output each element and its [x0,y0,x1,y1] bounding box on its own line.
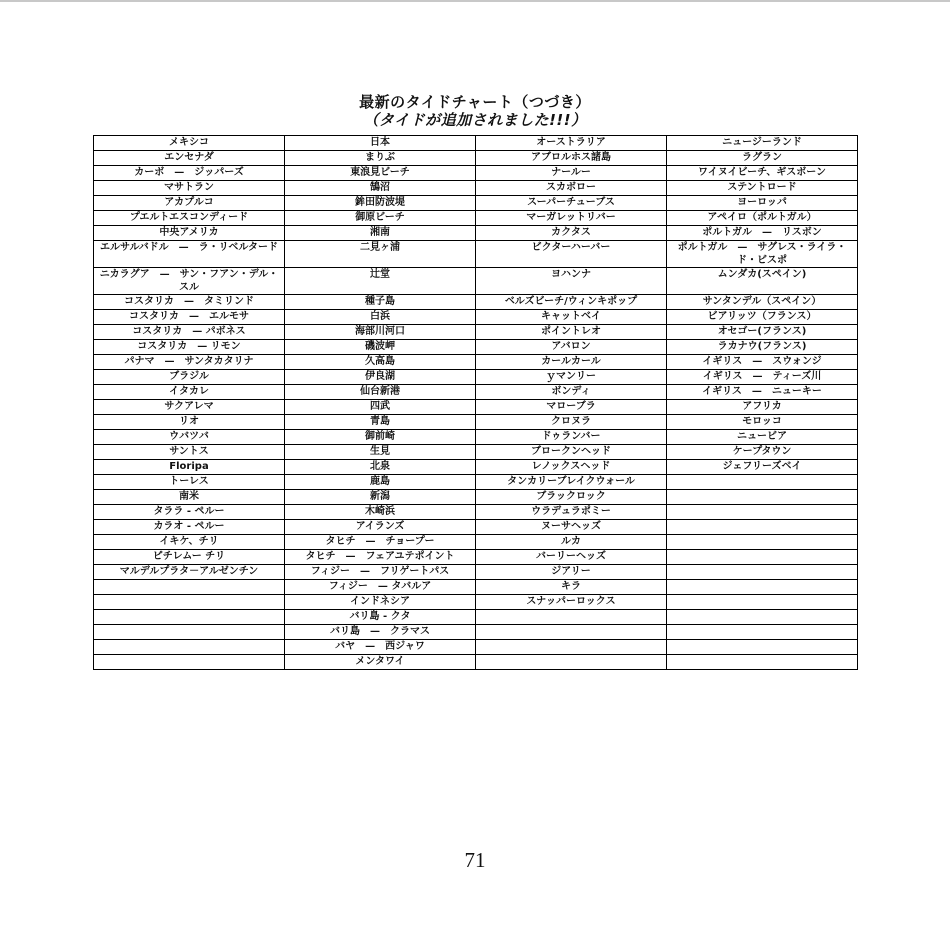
table-cell: 御原ビーチ [285,211,476,226]
table-row [94,211,858,226]
table-cell: スーパーチューブス [476,196,667,211]
column-header-new-zealand: ニュージーランド [667,136,858,151]
page-number: 71 [464,848,486,872]
table-cell: スカボロー [476,181,667,196]
table-cell [667,640,858,655]
table-cell: 東浪見ビーチ [285,166,476,181]
table-cell: ポルトガル — サグレス・ライラ・ド・ビスポ [667,241,858,268]
column-header-mexico: メキシコ [94,136,285,151]
table-header-row [94,136,858,151]
table-cell: レノックスヘッド [476,460,667,475]
table-row [94,505,858,520]
table-cell: アフリカ [667,400,858,415]
table-cell [476,640,667,655]
table-row [94,415,858,430]
table-cell: バヤ — 西ジャワ [285,640,476,655]
table-cell: マーガレットリバー [476,211,667,226]
table-cell: タンカリーブレイクウォール [476,475,667,490]
table-cell: ジェフリーズベイ [667,460,858,475]
table-cell: タヒチ — チョープー [285,535,476,550]
table-cell: ニカラグア — サン・フアン・デル・スル [94,268,285,295]
table-row [94,520,858,535]
table-cell: アバロン [476,340,667,355]
table-cell: まりぶ [285,151,476,166]
table-cell: ラグラン [667,151,858,166]
table-cell: ピチレムー チリ [94,550,285,565]
table-cell: カラオ - ペルー [94,520,285,535]
table-cell: モロッコ [667,415,858,430]
table-cell: ラカナウ(フランス) [667,340,858,355]
table-row [94,385,858,400]
table-cell: ムンダカ(スペイン) [667,268,858,295]
column-header-japan: 日本 [285,136,476,151]
table-row [94,295,858,310]
table-row [94,310,858,325]
table-row [94,370,858,385]
table-cell: アカプルコ [94,196,285,211]
table-row [94,181,858,196]
table-cell [667,505,858,520]
table-cell: 湘南 [285,226,476,241]
table-cell [667,565,858,580]
table-cell [667,535,858,550]
table-body [94,151,858,670]
table-cell: ビクターハーバー [476,241,667,268]
table-cell: ナールー [476,166,667,181]
table-cell: トーレス [94,475,285,490]
table-row [94,490,858,505]
table-cell: 北泉 [285,460,476,475]
top-rule [0,0,950,2]
table-cell: ウラデュラポミー [476,505,667,520]
table-cell: アイランズ [285,520,476,535]
page-subtitle: （タイドが追加されました!!!） [363,111,587,129]
table-cell: ブラジル [94,370,285,385]
table-row [94,640,858,655]
table-cell: インドネシア [285,595,476,610]
table-cell: ドゥランバー [476,430,667,445]
table-cell: ビアリッツ（フランス） [667,310,858,325]
table-cell [667,550,858,565]
table-row [94,325,858,340]
table-cell: Floripa [94,460,285,475]
table-cell: マサトラン [94,181,285,196]
tide-chart-table [93,135,858,670]
table-row [94,655,858,670]
table-cell: 白浜 [285,310,476,325]
table-cell: 磯波岬 [285,340,476,355]
table-row [94,580,858,595]
table-cell: 御前崎 [285,430,476,445]
table-row [94,340,858,355]
table-cell: バリ島 — クラマス [285,625,476,640]
table-row [94,241,858,268]
table-cell: ニュービア [667,430,858,445]
table-cell: バリ島 - クタ [285,610,476,625]
table-cell [667,625,858,640]
table-cell [667,655,858,670]
table-row [94,355,858,370]
table-row [94,430,858,445]
title-block [0,93,950,129]
table-row [94,550,858,565]
table-cell: 海部川河口 [285,325,476,340]
table-cell: ジアリー [476,565,667,580]
table-cell: ヨハンナ [476,268,667,295]
table-cell: プエルトエスコンディード [94,211,285,226]
table-cell: カクタス [476,226,667,241]
table-cell: ヌーサヘッズ [476,520,667,535]
table-cell: エンセナダ [94,151,285,166]
table-row [94,460,858,475]
table-cell: イタカレ [94,385,285,400]
table-row [94,625,858,640]
table-cell: スナッパーロックス [476,595,667,610]
table-row [94,196,858,211]
table-cell: イギリス — スウォンジ [667,355,858,370]
table-row [94,565,858,580]
table-cell: タヒチ — フェアユテポイント [285,550,476,565]
table-cell: ウバツバ [94,430,285,445]
table-cell: フィジー — フリゲートパス [285,565,476,580]
table-cell: パナマ — サンタカタリナ [94,355,285,370]
table-cell [94,655,285,670]
table-cell: フィジー — タバルア [285,580,476,595]
table-cell: 二見ヶ浦 [285,241,476,268]
table-row [94,595,858,610]
table-cell: タララ - ペルー [94,505,285,520]
table-cell: コスタリカ — パボネス [94,325,285,340]
table-row [94,151,858,166]
table-cell: 木崎浜 [285,505,476,520]
table-row [94,226,858,241]
table-cell: カーボ — ジッパーズ [94,166,285,181]
table-cell: マルデルプラタ－アルゼンチン [94,565,285,580]
table-cell: エルサルバドル — ラ・リベルタード [94,241,285,268]
table-cell: 中央アメリカ [94,226,285,241]
table-cell: 鹿島 [285,475,476,490]
table-cell: ルカ [476,535,667,550]
table-cell: 鉾田防波堤 [285,196,476,211]
table-cell: アブロルホス諸島 [476,151,667,166]
table-cell: バーリーヘッズ [476,550,667,565]
table-cell: ステントロード [667,181,858,196]
table-cell: クロヌラ [476,415,667,430]
table-cell: メンタワイ [285,655,476,670]
table-cell: 新潟 [285,490,476,505]
table-cell: コスタリカ — エルモサ [94,310,285,325]
table-cell: コスタリカ — タミリンド [94,295,285,310]
table-cell [94,625,285,640]
table-row [94,535,858,550]
table-cell [667,475,858,490]
table-cell: 種子島 [285,295,476,310]
table-cell: ケープタウン [667,445,858,460]
table-cell: 伊良湖 [285,370,476,385]
table-cell: ブラックロック [476,490,667,505]
table-row [94,445,858,460]
table-cell: ポルトガル — リスボン [667,226,858,241]
table-cell: カールカール [476,355,667,370]
table-cell: ポイントレオ [476,325,667,340]
table-cell: ｙマンリー [476,370,667,385]
table-cell [94,595,285,610]
table-cell [94,580,285,595]
table-cell: ボンディ [476,385,667,400]
table-cell: サントス [94,445,285,460]
table-cell: 久高島 [285,355,476,370]
table-cell: イギリス — ティーズ川 [667,370,858,385]
table-row [94,268,858,295]
table-cell: オセゴー(フランス) [667,325,858,340]
table-cell: サクアレマ [94,400,285,415]
table-row [94,166,858,181]
table-cell: 四武 [285,400,476,415]
table-row [94,610,858,625]
table-cell [667,520,858,535]
table-cell: コスタリカ — リモン [94,340,285,355]
table-cell: ブロークンヘッド [476,445,667,460]
table-cell [476,655,667,670]
table-cell: 南米 [94,490,285,505]
table-cell: サンタンデル（スペイン） [667,295,858,310]
table-cell: ヨーロッパ [667,196,858,211]
column-header-australia: オーストラリア [476,136,667,151]
table-cell: イギリス — ニューキー [667,385,858,400]
table-cell: イキケ、チリ [94,535,285,550]
table-cell [94,640,285,655]
table-cell [476,610,667,625]
page-title: 最新のタイドチャート（つづき） [359,93,591,111]
table-cell: ワイヌイビーチ、ギスボーン [667,166,858,181]
table-cell: 生見 [285,445,476,460]
table-row [94,400,858,415]
table-cell: キャットベイ [476,310,667,325]
table-cell [667,595,858,610]
table-cell [94,610,285,625]
table-cell: 鵠沼 [285,181,476,196]
table-cell: アペイロ（ポルトガル） [667,211,858,226]
table-cell [667,580,858,595]
table-cell [667,610,858,625]
table-row [94,475,858,490]
table-cell: キラ [476,580,667,595]
table-cell: 仙台新港 [285,385,476,400]
table-cell: リオ [94,415,285,430]
table-cell [667,490,858,505]
table-cell: 辻堂 [285,268,476,295]
table-cell: 青島 [285,415,476,430]
table-cell: マローブラ [476,400,667,415]
table-cell [476,625,667,640]
table-cell: ベルズビーチ/ウィンキポップ [476,295,667,310]
